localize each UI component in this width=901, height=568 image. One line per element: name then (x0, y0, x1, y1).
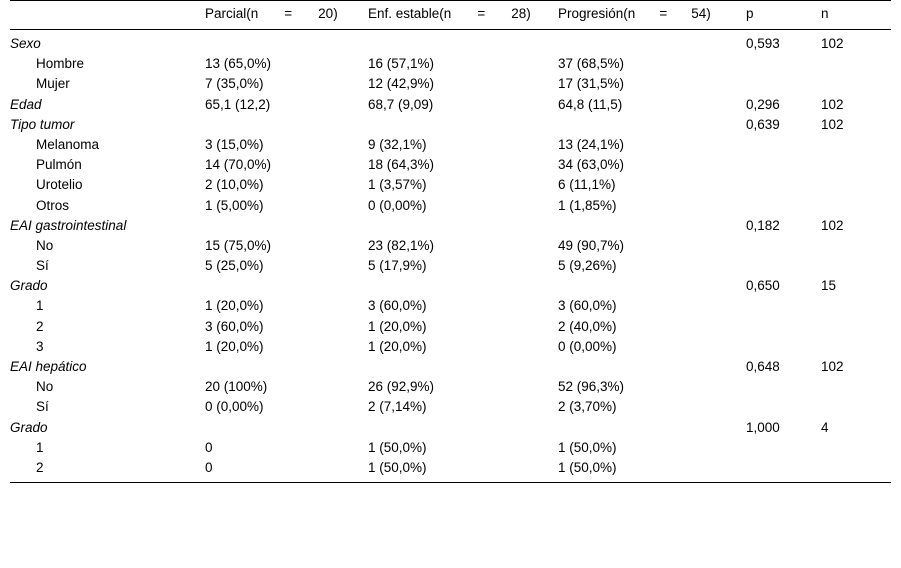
header-group2-equals: = (477, 6, 486, 21)
cell-parcial: 13 (65,0%) (205, 56, 272, 72)
cell-parcial: 2 (10,0%) (205, 177, 264, 193)
row-group-label: Grado (10, 419, 48, 435)
cell-n (821, 54, 891, 74)
row-sub-label: No (36, 379, 54, 395)
cell-n (821, 155, 891, 175)
cell-parcial: 7 (35,0%) (205, 76, 264, 92)
cell-n: 4 (821, 419, 829, 435)
table-row (10, 356, 891, 376)
cell-parcial: 0 (205, 439, 213, 455)
cell-p-value: 0,296 (746, 96, 780, 112)
cell-progresion: 5 (9,26%) (558, 258, 617, 274)
table-row (10, 114, 891, 134)
cell-progresion: 1 (1,85%) (558, 197, 617, 213)
cell-p-value: 0,182 (746, 217, 780, 233)
cell-progresion: 49 (90,7%) (558, 237, 625, 253)
table-row (10, 296, 891, 316)
cell-p-value (746, 336, 821, 356)
table-row (10, 175, 891, 195)
cell-n (821, 316, 891, 336)
row-sub-label: 2 (36, 459, 44, 475)
cell-enf-estable: 16 (57,1%) (368, 56, 435, 72)
cell-progresion: 2 (3,70%) (558, 399, 617, 415)
table-row (10, 255, 891, 275)
cell-enf-estable (368, 215, 558, 235)
cell-enf-estable: 1 (20,0%) (368, 338, 427, 354)
header-group1-n: 20) (318, 6, 338, 21)
header-group-progresion (558, 1, 746, 30)
table-row (10, 30, 891, 54)
header-group-enf-estable (368, 1, 558, 30)
cell-progresion (558, 356, 746, 376)
row-sub-label: Melanoma (36, 136, 100, 152)
table-row (10, 276, 891, 296)
cell-p-value: 1,000 (746, 419, 780, 435)
header-group3-n-prefix: (n (623, 6, 636, 21)
cell-parcial: 14 (70,0%) (205, 157, 272, 173)
cell-enf-estable (368, 276, 558, 296)
cell-progresion: 6 (11,1%) (558, 177, 616, 193)
row-sub-label: Urotelio (36, 177, 83, 193)
table-row (10, 134, 891, 154)
header-group3-n: 54) (691, 6, 711, 21)
cell-parcial: 1 (20,0%) (205, 338, 264, 354)
cell-progresion: 34 (63,0%) (558, 157, 625, 173)
row-sub-label: 1 (36, 298, 44, 314)
table-row (10, 195, 891, 215)
cell-n: 102 (821, 116, 844, 132)
cell-parcial: 0 (0,00%) (205, 399, 264, 415)
cell-enf-estable: 12 (42,9%) (368, 76, 435, 92)
cell-enf-estable (368, 30, 558, 54)
table-row (10, 74, 891, 94)
cell-p-value (746, 316, 821, 336)
header-group1-equals: = (284, 6, 293, 21)
cell-enf-estable: 9 (32,1%) (368, 136, 427, 152)
row-sub-label: Hombre (36, 56, 85, 72)
cell-p-value (746, 54, 821, 74)
cell-parcial: 0 (205, 459, 213, 475)
cell-enf-estable: 0 (0,00%) (368, 197, 427, 213)
table-body (10, 30, 891, 482)
header-n: n (821, 6, 829, 21)
cell-progresion: 52 (96,3%) (558, 379, 625, 395)
cell-progresion: 0 (0,00%) (558, 338, 617, 354)
cell-enf-estable (368, 417, 558, 437)
cell-n (821, 74, 891, 94)
cell-p-value (746, 134, 821, 154)
cell-enf-estable: 68,7 (9,09) (368, 96, 434, 112)
cell-p-value: 0,648 (746, 359, 780, 374)
cell-n (821, 457, 891, 482)
cell-p-value: 0,650 (746, 278, 780, 294)
header-label-column (10, 1, 205, 30)
header-group3-equals: = (659, 6, 668, 21)
row-group-label: EAI gastrointestinal (10, 217, 127, 233)
cell-parcial (205, 114, 368, 134)
table-row (10, 316, 891, 336)
cell-p-value (746, 155, 821, 175)
cell-progresion: 1 (50,0%) (558, 459, 617, 475)
cell-p-value (746, 397, 821, 417)
header-group-parcial (205, 1, 368, 30)
cell-n (821, 437, 891, 457)
table-row (10, 397, 891, 417)
cell-n: 102 (821, 217, 844, 233)
cell-n (821, 235, 891, 255)
cell-parcial (205, 417, 368, 437)
cell-parcial: 5 (25,0%) (205, 258, 264, 274)
row-sub-label: No (36, 237, 54, 253)
row-sub-label: Pulmón (36, 157, 82, 173)
table-bottom-rule (10, 482, 891, 483)
cell-n (821, 397, 891, 417)
header-group1-name: Parcial (205, 6, 247, 21)
cell-progresion: 3 (60,0%) (558, 298, 617, 314)
cell-enf-estable: 1 (50,0%) (368, 439, 427, 455)
cell-n (821, 336, 891, 356)
cell-p-value (746, 235, 821, 255)
cell-progresion (558, 417, 746, 437)
cell-enf-estable: 1 (3,57%) (368, 177, 427, 193)
cell-enf-estable (368, 356, 558, 376)
cell-n (821, 134, 891, 154)
cell-enf-estable: 3 (60,0%) (368, 298, 427, 314)
table-header (10, 1, 891, 30)
cell-enf-estable: 18 (64,3%) (368, 157, 435, 173)
cell-p-value: 0,639 (746, 116, 780, 132)
table-row (10, 336, 891, 356)
cell-parcial: 65,1 (12,2) (205, 96, 271, 112)
table-row (10, 457, 891, 482)
cell-n: 102 (821, 36, 844, 51)
cell-n: 102 (821, 359, 844, 374)
cell-p-value (746, 377, 821, 397)
cell-enf-estable: 5 (17,9%) (368, 258, 427, 274)
cell-enf-estable: 1 (50,0%) (368, 459, 427, 475)
cell-p-value (746, 457, 821, 482)
cell-n (821, 296, 891, 316)
cell-parcial (205, 215, 368, 235)
table-row (10, 417, 891, 437)
cell-n (821, 377, 891, 397)
header-group1-n-prefix: (n (246, 6, 259, 21)
row-sub-label: Mujer (36, 76, 70, 92)
header-group2-name: Enf. estable (368, 6, 440, 21)
row-group-label: Edad (10, 96, 42, 112)
table-row (10, 235, 891, 255)
row-sub-label: 2 (36, 318, 44, 334)
cell-parcial: 1 (5,00%) (205, 197, 264, 213)
row-group-label: EAI hepático (10, 359, 87, 374)
header-p-value: p (746, 6, 754, 21)
header-group3-name: Progresión (558, 6, 624, 21)
table-row (10, 155, 891, 175)
cell-progresion (558, 114, 746, 134)
row-sub-label: 1 (36, 439, 44, 455)
row-group-label: Grado (10, 278, 48, 294)
row-sub-label: 3 (36, 338, 44, 354)
cell-n (821, 195, 891, 215)
row-group-label: Sexo (10, 36, 41, 51)
table-row (10, 377, 891, 397)
row-sub-label: Sí (36, 258, 49, 274)
cell-n (821, 255, 891, 275)
header-group2-n-prefix: (n (439, 6, 452, 21)
cell-enf-estable: 2 (7,14%) (368, 399, 427, 415)
cell-progresion: 13 (24,1%) (558, 136, 625, 152)
cell-p-value (746, 296, 821, 316)
cell-progresion: 1 (50,0%) (558, 439, 617, 455)
cell-enf-estable: 23 (82,1%) (368, 237, 435, 253)
cell-p-value (746, 437, 821, 457)
cell-progresion (558, 215, 746, 235)
cell-p-value (746, 255, 821, 275)
cell-parcial (205, 276, 368, 296)
row-sub-label: Otros (36, 197, 70, 213)
cell-p-value: 0,593 (746, 36, 780, 51)
row-sub-label: Sí (36, 399, 49, 415)
cell-parcial: 1 (20,0%) (205, 298, 264, 314)
header-row (10, 1, 891, 30)
header-group2-n: 28) (511, 6, 531, 21)
cell-parcial: 3 (60,0%) (205, 318, 264, 334)
table-row (10, 437, 891, 457)
table-row (10, 215, 891, 235)
statistics-table (10, 0, 891, 482)
cell-progresion: 17 (31,5%) (558, 76, 625, 92)
cell-enf-estable (368, 114, 558, 134)
cell-enf-estable: 1 (20,0%) (368, 318, 427, 334)
cell-p-value (746, 195, 821, 215)
cell-parcial: 3 (15,0%) (205, 136, 264, 152)
cell-p-value (746, 175, 821, 195)
cell-parcial (205, 30, 368, 54)
row-group-label: Tipo tumor (10, 116, 75, 132)
cell-p-value (746, 74, 821, 94)
cell-parcial (205, 356, 368, 376)
cell-progresion (558, 276, 746, 296)
cell-parcial: 15 (75,0%) (205, 237, 272, 253)
table-row (10, 54, 891, 74)
cell-progresion: 2 (40,0%) (558, 318, 617, 334)
cell-progresion (558, 30, 746, 54)
cell-n (821, 175, 891, 195)
cell-enf-estable: 26 (92,9%) (368, 379, 435, 395)
cell-parcial: 20 (100%) (205, 379, 268, 395)
table-row (10, 94, 891, 114)
cell-n: 102 (821, 96, 844, 112)
cell-progresion: 37 (68,5%) (558, 56, 625, 72)
cell-n: 15 (821, 278, 837, 294)
cell-progresion: 64,8 (11,5) (558, 96, 623, 112)
